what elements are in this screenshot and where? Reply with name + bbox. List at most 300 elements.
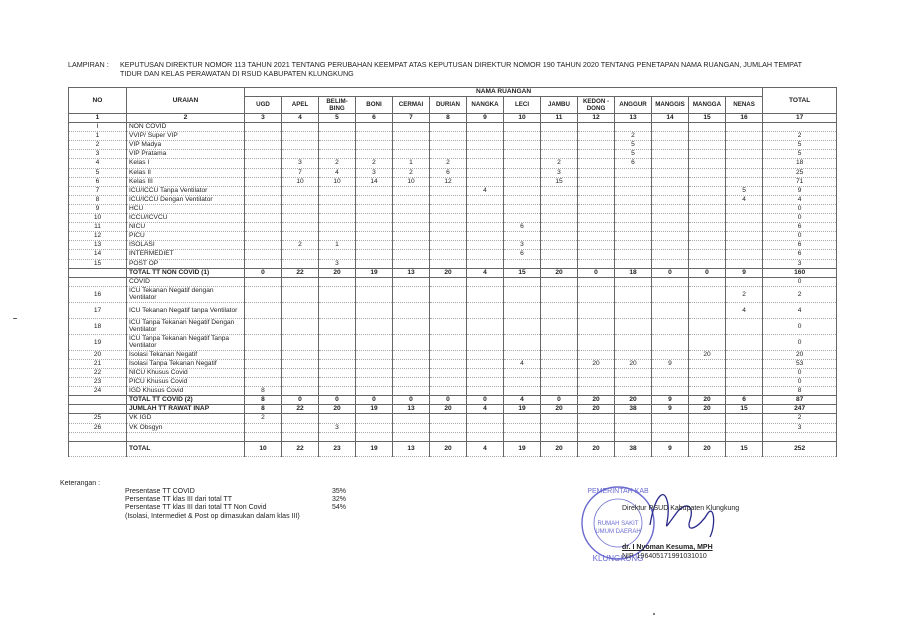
row-number: 21 <box>69 359 127 368</box>
row-value <box>615 259 652 268</box>
row-value <box>245 223 282 232</box>
row-value <box>541 241 578 250</box>
row-value <box>578 378 615 387</box>
row-value: 20 <box>689 350 726 359</box>
table-cell <box>393 123 430 132</box>
row-value: 3 <box>319 259 356 268</box>
row-label: Kelas II <box>127 168 245 177</box>
row-value <box>393 359 430 368</box>
row-value <box>467 302 504 318</box>
table-cell <box>689 277 726 286</box>
row-value <box>282 414 319 423</box>
table-row <box>69 318 837 334</box>
table-cell <box>726 123 763 132</box>
row-number: 25 <box>69 414 127 423</box>
row-value <box>282 334 319 350</box>
row-value <box>652 250 689 259</box>
row-value <box>245 350 282 359</box>
row-value <box>615 378 652 387</box>
row-value: 22 <box>282 441 319 456</box>
row-value <box>689 387 726 396</box>
row-label: NICU <box>127 223 245 232</box>
row-value <box>430 387 467 396</box>
row-label: POST OP <box>127 259 245 268</box>
row-value <box>726 159 763 168</box>
row-total: 6 <box>763 250 837 259</box>
row-value: 20 <box>615 396 652 405</box>
header-uraian: URAIAN <box>127 88 245 114</box>
row-value <box>578 334 615 350</box>
row-value: 20 <box>541 405 578 414</box>
header-room: DURIAN <box>430 97 467 114</box>
row-value <box>615 286 652 302</box>
table-row <box>69 396 837 405</box>
row-value <box>319 334 356 350</box>
row-value <box>652 159 689 168</box>
row-value <box>245 232 282 241</box>
row-value <box>504 378 541 387</box>
row-value <box>504 387 541 396</box>
row-number: 16 <box>69 286 127 302</box>
lampiran-label: LAMPIRAN : <box>68 60 109 69</box>
table-row <box>69 414 837 423</box>
row-value <box>319 132 356 141</box>
row-value <box>356 141 393 150</box>
header-total: TOTAL <box>763 88 837 114</box>
row-value: 10 <box>393 177 430 186</box>
row-value <box>652 318 689 334</box>
keterangan-item: (Isolasi, Intermediet & Post op dimasukan dalam klas III) <box>125 512 300 520</box>
row-value <box>393 368 430 377</box>
row-value <box>319 350 356 359</box>
row-value <box>245 141 282 150</box>
header-room: BELIM-BING <box>319 97 356 114</box>
row-value <box>430 423 467 432</box>
row-value <box>430 318 467 334</box>
row-value: 20 <box>615 359 652 368</box>
row-total: 2 <box>763 414 837 423</box>
row-value <box>578 204 615 213</box>
row-value <box>467 241 504 250</box>
row-value <box>356 241 393 250</box>
row-total: 2 <box>763 286 837 302</box>
row-value <box>393 232 430 241</box>
row-value <box>356 204 393 213</box>
row-number <box>69 268 127 277</box>
row-number: 14 <box>69 250 127 259</box>
table-cell <box>430 432 467 441</box>
table-cell <box>282 123 319 132</box>
row-value: 0 <box>541 396 578 405</box>
row-label: TOTAL TT COVID (2) <box>127 396 245 405</box>
row-value: 20 <box>578 359 615 368</box>
row-value <box>467 334 504 350</box>
row-value <box>393 259 430 268</box>
row-value <box>356 232 393 241</box>
table-row <box>69 241 837 250</box>
row-label: Isolasi Tanpa Tekanan Negatif <box>127 359 245 368</box>
row-value <box>504 334 541 350</box>
row-value: 5 <box>726 186 763 195</box>
row-value <box>467 159 504 168</box>
row-value: 0 <box>652 268 689 277</box>
row-value <box>541 150 578 159</box>
row-value <box>467 378 504 387</box>
row-value <box>393 423 430 432</box>
row-value <box>467 359 504 368</box>
row-value <box>689 132 726 141</box>
row-value <box>541 286 578 302</box>
row-number: 12 <box>69 232 127 241</box>
row-value <box>356 378 393 387</box>
row-value <box>689 302 726 318</box>
table-cell <box>467 277 504 286</box>
row-number: 2 <box>69 141 127 150</box>
row-value <box>652 141 689 150</box>
row-value: 13 <box>393 441 430 456</box>
keterangan-item: Persentase TT klas III dari total TT Non Covid <box>125 504 267 512</box>
table-cell <box>578 277 615 286</box>
row-value <box>652 186 689 195</box>
row-value <box>615 186 652 195</box>
row-value: 0 <box>578 268 615 277</box>
row-value: 3 <box>282 159 319 168</box>
row-value: 0 <box>282 396 319 405</box>
row-label: VK IGD <box>127 414 245 423</box>
table-cell <box>652 432 689 441</box>
row-value <box>430 214 467 223</box>
row-value: 3 <box>541 168 578 177</box>
row-value <box>356 195 393 204</box>
row-value <box>430 150 467 159</box>
row-value <box>282 378 319 387</box>
row-value <box>541 214 578 223</box>
row-value <box>356 259 393 268</box>
row-value: 3 <box>319 423 356 432</box>
row-value <box>245 204 282 213</box>
row-number: 1 <box>69 132 127 141</box>
row-value <box>541 141 578 150</box>
row-value <box>282 350 319 359</box>
row-value: 20 <box>541 268 578 277</box>
row-value <box>319 302 356 318</box>
row-value <box>245 378 282 387</box>
row-value <box>652 350 689 359</box>
row-total: 247 <box>763 405 837 414</box>
row-value: 10 <box>245 441 282 456</box>
row-value <box>689 318 726 334</box>
row-value <box>689 168 726 177</box>
row-value <box>541 359 578 368</box>
row-value <box>467 223 504 232</box>
row-value: 2 <box>615 132 652 141</box>
row-value <box>541 223 578 232</box>
row-value <box>393 214 430 223</box>
column-number: 14 <box>652 114 689 123</box>
row-value <box>652 302 689 318</box>
row-value <box>319 150 356 159</box>
row-total: 18 <box>763 159 837 168</box>
row-value <box>652 241 689 250</box>
row-value <box>578 286 615 302</box>
row-total: 0 <box>763 368 837 377</box>
row-value <box>356 150 393 159</box>
row-value <box>245 214 282 223</box>
svg-text:PEMERINTAH KAB: PEMERINTAH KAB <box>587 488 649 495</box>
row-total: 5 <box>763 141 837 150</box>
row-number <box>69 396 127 405</box>
row-value <box>356 423 393 432</box>
row-value <box>726 177 763 186</box>
row-value <box>430 302 467 318</box>
row-label: PICU <box>127 232 245 241</box>
column-number: 2 <box>127 114 245 123</box>
row-value <box>356 359 393 368</box>
row-value <box>467 286 504 302</box>
row-value <box>726 368 763 377</box>
row-value <box>578 141 615 150</box>
row-value: 1 <box>319 241 356 250</box>
row-value: 8 <box>245 405 282 414</box>
row-value <box>726 378 763 387</box>
row-value <box>393 414 430 423</box>
row-value: 7 <box>282 168 319 177</box>
row-value <box>652 223 689 232</box>
row-value <box>282 387 319 396</box>
row-total: 3 <box>763 259 837 268</box>
row-total: 0 <box>763 277 837 286</box>
row-total: 8 <box>763 387 837 396</box>
table-body <box>69 123 837 457</box>
row-value <box>319 250 356 259</box>
row-number <box>69 405 127 414</box>
header-room: BONI <box>356 97 393 114</box>
row-total: 5 <box>763 150 837 159</box>
table-cell <box>504 277 541 286</box>
row-value <box>393 250 430 259</box>
row-value <box>467 350 504 359</box>
row-value <box>541 350 578 359</box>
table-cell <box>282 432 319 441</box>
row-value <box>689 186 726 195</box>
column-number: 5 <box>319 114 356 123</box>
row-number: 13 <box>69 241 127 250</box>
table-row <box>69 359 837 368</box>
row-value <box>578 159 615 168</box>
section-number: I <box>69 123 127 132</box>
row-value <box>430 359 467 368</box>
row-value: 4 <box>504 359 541 368</box>
table-cell <box>245 123 282 132</box>
row-value <box>578 186 615 195</box>
row-value: 20 <box>689 396 726 405</box>
table-cell <box>467 432 504 441</box>
row-value <box>467 141 504 150</box>
row-value <box>393 286 430 302</box>
row-value <box>467 204 504 213</box>
row-value <box>356 132 393 141</box>
row-value <box>467 132 504 141</box>
row-value <box>245 241 282 250</box>
row-number <box>69 441 127 456</box>
row-value: 2 <box>356 159 393 168</box>
row-label: ICCU/ICVCU <box>127 214 245 223</box>
row-value <box>356 250 393 259</box>
table-row <box>69 223 837 232</box>
row-value: 4 <box>726 302 763 318</box>
row-value <box>245 286 282 302</box>
row-value <box>652 423 689 432</box>
row-value: 20 <box>430 405 467 414</box>
header-room: NENAS <box>726 97 763 114</box>
row-number: 8 <box>69 195 127 204</box>
row-value <box>245 150 282 159</box>
row-value <box>504 423 541 432</box>
signature-title: Direktur RSUD Kabupaten Klungkung <box>622 505 740 512</box>
row-value <box>615 368 652 377</box>
row-value: 0 <box>467 396 504 405</box>
row-value <box>652 387 689 396</box>
row-value <box>430 186 467 195</box>
row-value <box>541 204 578 213</box>
row-value <box>319 223 356 232</box>
row-total: 53 <box>763 359 837 368</box>
row-value <box>541 368 578 377</box>
table-header <box>69 88 837 123</box>
table-cell <box>430 123 467 132</box>
table-cell <box>282 277 319 286</box>
row-value <box>578 232 615 241</box>
row-value <box>504 232 541 241</box>
row-label: HCU <box>127 204 245 213</box>
header-nama-ruangan: NAMA RUANGAN <box>245 88 763 97</box>
row-value: 9 <box>652 405 689 414</box>
row-value: 15 <box>541 177 578 186</box>
keterangan-value <box>332 513 346 521</box>
row-value: 0 <box>356 396 393 405</box>
row-label: TOTAL TT NON COVID (1) <box>127 268 245 277</box>
row-value <box>652 150 689 159</box>
row-value <box>652 177 689 186</box>
row-value <box>356 214 393 223</box>
row-value <box>356 387 393 396</box>
keterangan-values <box>332 488 346 521</box>
table-cell <box>615 123 652 132</box>
row-value <box>541 378 578 387</box>
row-value <box>430 223 467 232</box>
row-value: 0 <box>245 268 282 277</box>
row-label: TOTAL <box>127 441 245 456</box>
row-value: 8 <box>245 396 282 405</box>
row-value: 13 <box>393 268 430 277</box>
row-value <box>430 241 467 250</box>
row-label: ICU/ICCU Tanpa Ventilator <box>127 186 245 195</box>
row-label: VK Obsgyn <box>127 423 245 432</box>
row-label: VIP Madya <box>127 141 245 150</box>
row-value: 2 <box>393 168 430 177</box>
row-value: 0 <box>689 268 726 277</box>
table-cell <box>393 432 430 441</box>
row-value <box>282 204 319 213</box>
row-value: 15 <box>726 441 763 456</box>
row-total: 0 <box>763 232 837 241</box>
table-row <box>69 232 837 241</box>
row-value <box>689 204 726 213</box>
row-number: 3 <box>69 150 127 159</box>
table-row <box>69 141 837 150</box>
row-value <box>615 214 652 223</box>
row-value <box>319 204 356 213</box>
row-value: 0 <box>393 396 430 405</box>
table-cell <box>467 123 504 132</box>
section-title: COVID <box>127 277 245 286</box>
row-value <box>319 186 356 195</box>
row-label: ICU/ICCU Dengan Ventilator <box>127 195 245 204</box>
row-value: 4 <box>467 186 504 195</box>
table-row <box>69 159 837 168</box>
row-value <box>430 378 467 387</box>
row-value <box>652 214 689 223</box>
row-value <box>541 318 578 334</box>
table-row <box>69 168 837 177</box>
row-value: 23 <box>319 441 356 456</box>
row-value: 13 <box>393 405 430 414</box>
table-row <box>69 204 837 213</box>
row-label: PICU Khusus Covid <box>127 378 245 387</box>
row-value <box>578 223 615 232</box>
table-row <box>69 177 837 186</box>
row-value <box>430 334 467 350</box>
table-row <box>69 441 837 456</box>
row-value <box>541 414 578 423</box>
column-number: 11 <box>541 114 578 123</box>
row-total: 3 <box>763 423 837 432</box>
handwritten-signature <box>650 495 714 537</box>
row-value <box>541 132 578 141</box>
row-value <box>319 141 356 150</box>
row-value <box>282 186 319 195</box>
row-label: ICU Tekanan Negatif dengan Ventilator <box>127 286 245 302</box>
table-cell <box>726 432 763 441</box>
row-value <box>689 368 726 377</box>
row-value <box>245 132 282 141</box>
row-value <box>393 195 430 204</box>
row-value <box>282 232 319 241</box>
row-value: 3 <box>356 168 393 177</box>
row-value <box>393 350 430 359</box>
row-total: 6 <box>763 241 837 250</box>
column-number: 16 <box>726 114 763 123</box>
row-value <box>615 387 652 396</box>
row-value: 9 <box>726 268 763 277</box>
column-number: 1 <box>69 114 127 123</box>
row-value <box>504 195 541 204</box>
row-value: 20 <box>319 405 356 414</box>
row-value <box>578 241 615 250</box>
row-number: 19 <box>69 334 127 350</box>
row-value <box>282 150 319 159</box>
row-value <box>615 350 652 359</box>
row-value <box>282 286 319 302</box>
row-value <box>578 368 615 377</box>
keterangan-value: 32% <box>332 496 347 504</box>
row-value <box>504 168 541 177</box>
row-value <box>245 302 282 318</box>
row-value: 19 <box>504 441 541 456</box>
row-value: 2 <box>726 286 763 302</box>
row-value <box>467 177 504 186</box>
row-total: 6 <box>763 223 837 232</box>
